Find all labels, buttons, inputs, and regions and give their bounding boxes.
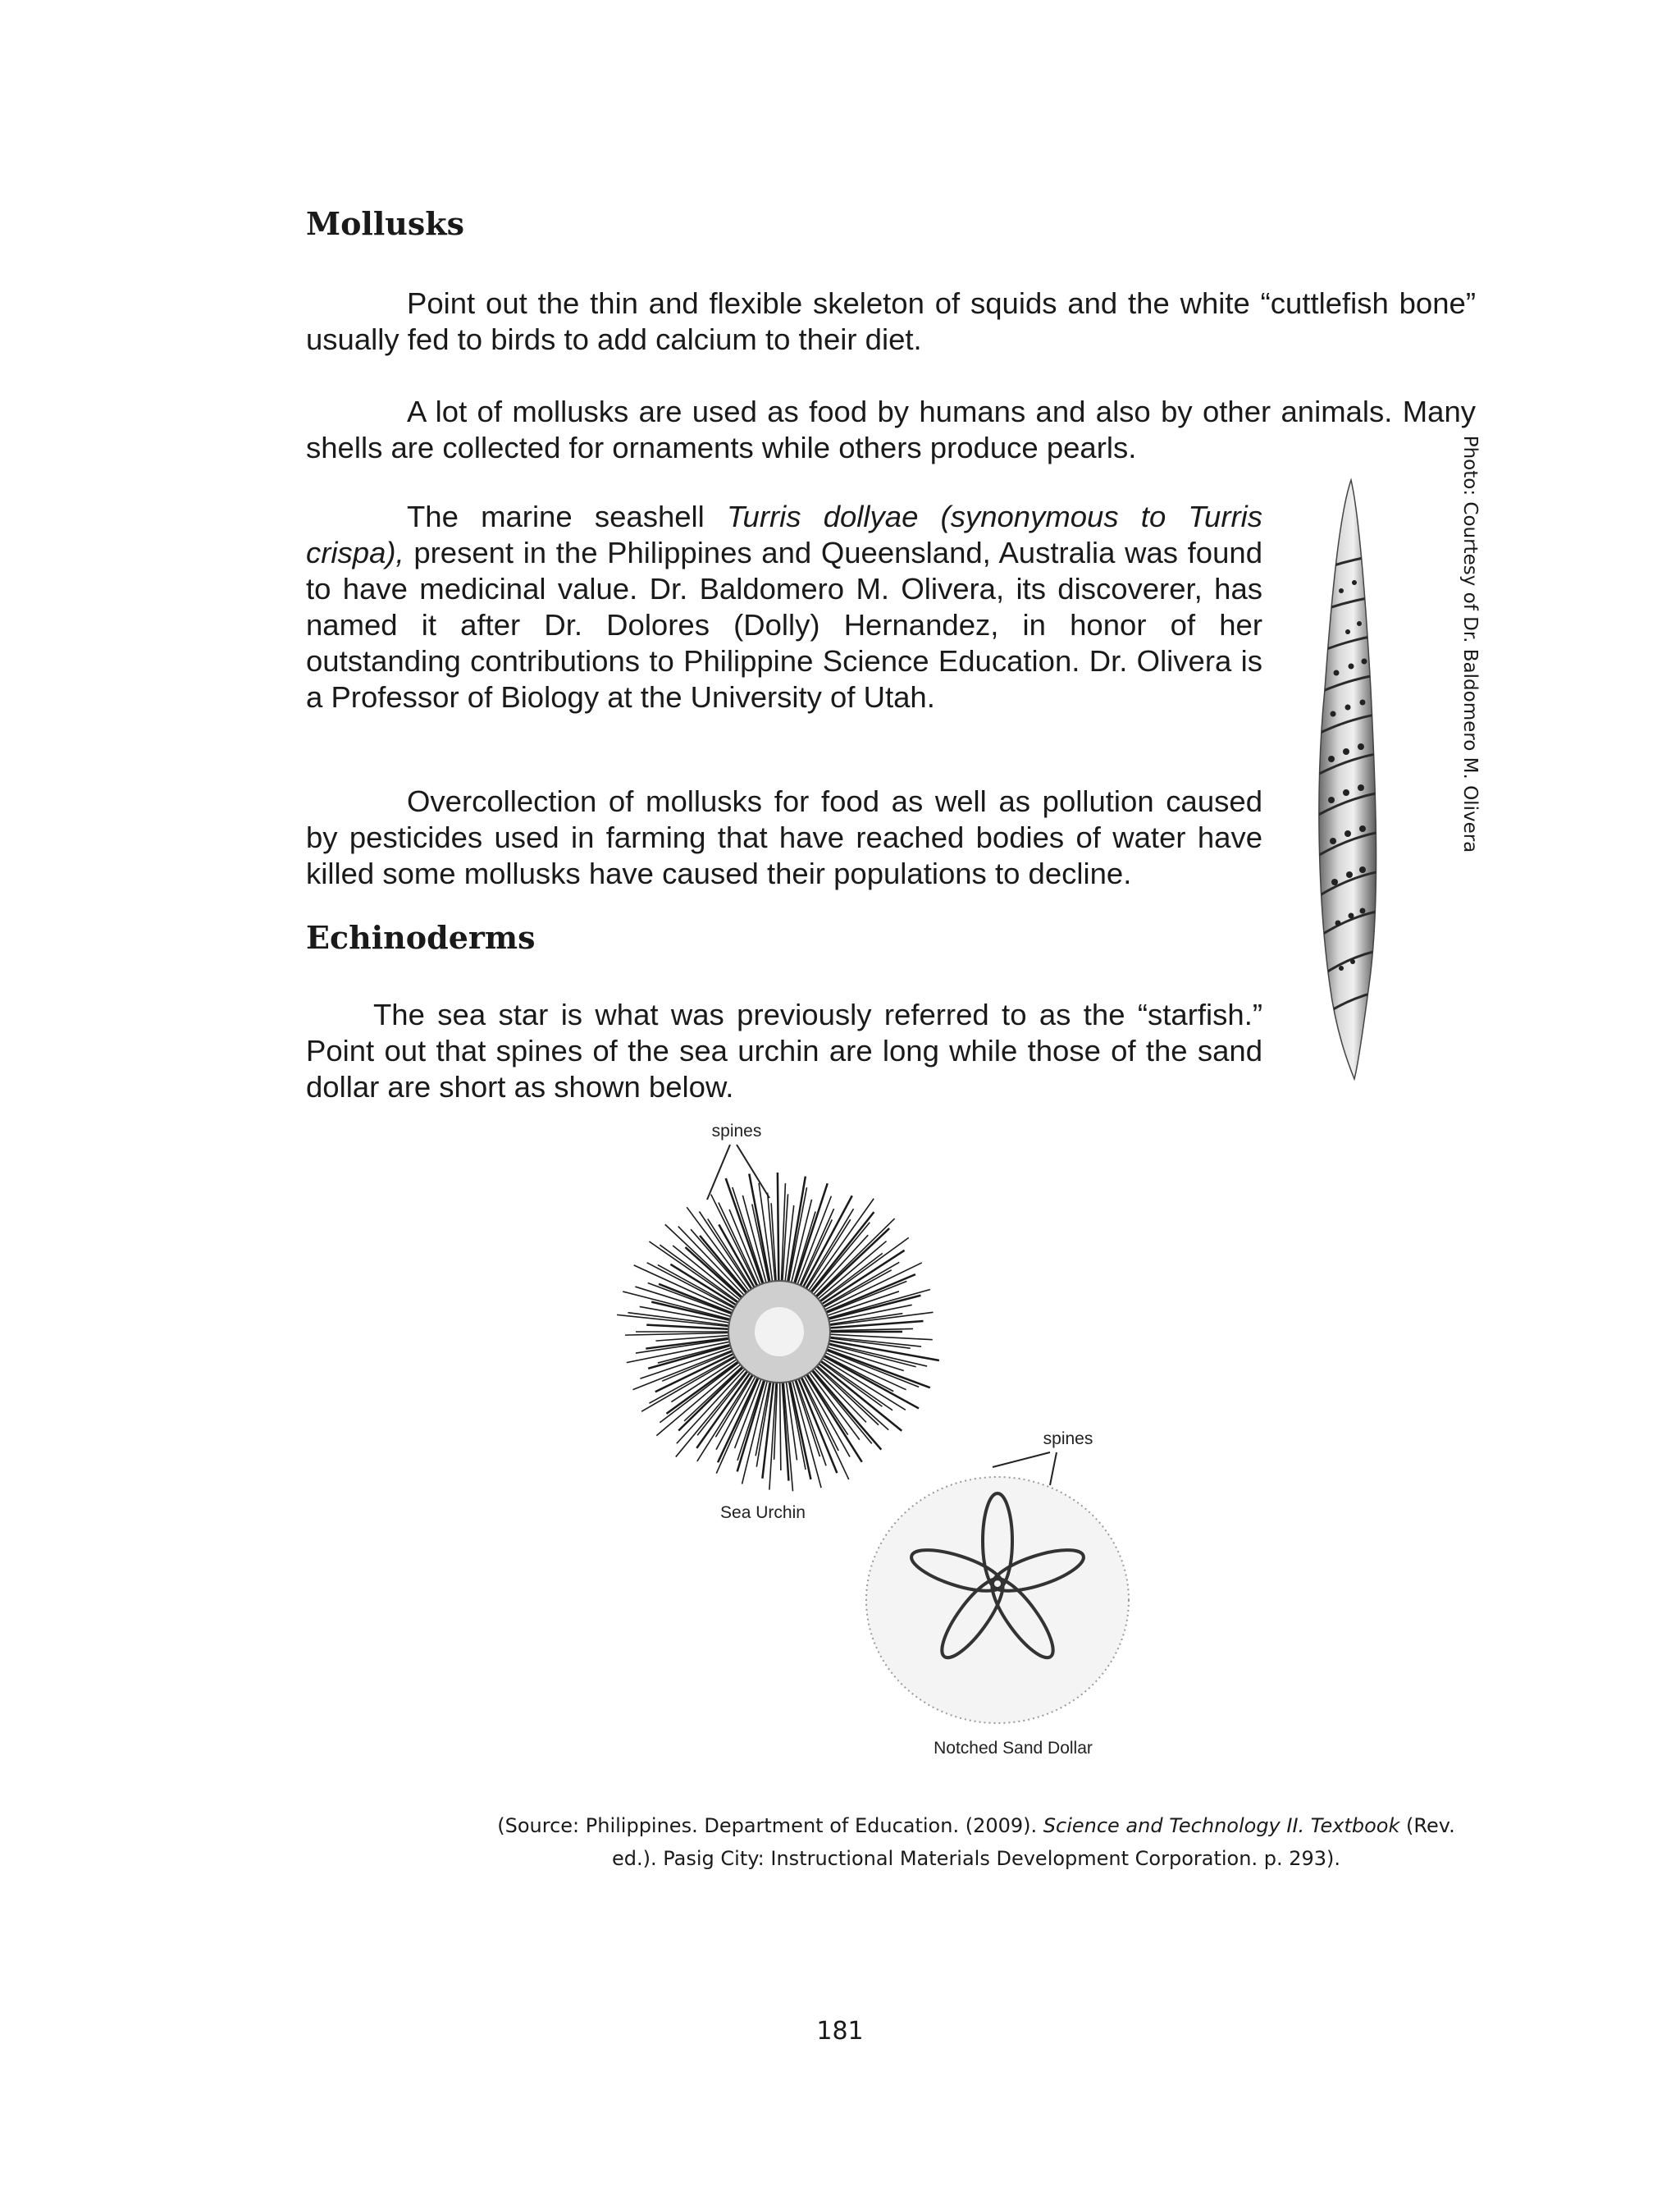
source-after: (Rev. ed.). Pasig City: Instructional Materials Development Corporation. p. 293). xyxy=(612,1814,1455,1870)
paragraph-mollusks-1: Point out the thin and flexible skeleton of squids and the white “cuttlefish bone” usually fed to birds to add calcium to their diet. xyxy=(306,286,1476,356)
paragraph-echinoderms: The sea star is what was previously referred to as the “starfish.” Point out that spines of the sea urchin are long while those of the sand dollar are short as shown below. xyxy=(306,998,1262,1104)
photo-credit: Photo: Courtesy of Dr. Baldomero M. Olivera xyxy=(1459,435,1481,853)
paragraph-turris-before: The marine seashell xyxy=(407,500,727,533)
heading-echinoderms: Echinoderms xyxy=(306,919,536,956)
source-before: (Source: Philippines. Department of Education. (2009). xyxy=(497,1814,1043,1837)
source-citation xyxy=(492,1809,1460,1875)
paragraph-overcollection: Overcollection of mollusks for food as well as pollution caused by pesticides used in farming that have reached bodies of water have killed some mollusks have caused their populations to decline. xyxy=(306,784,1262,890)
turris-shell-illustration xyxy=(1300,476,1399,1083)
sea-urchin-drawing xyxy=(617,1173,939,1491)
paragraph-mollusks-2: A lot of mollusks are used as food by humans and also by other animals. Many shells are collected for ornaments while others produce pearls. xyxy=(306,395,1476,464)
sand-dollar-label: Notched Sand Dollar xyxy=(934,1739,1093,1758)
dollar-spines-label: spines xyxy=(1043,1429,1093,1448)
urchin-spine xyxy=(792,1365,837,1473)
source-title: Science and Technology II. Textbook xyxy=(1043,1814,1400,1837)
urchin-spines-label: spines xyxy=(711,1122,762,1141)
dollar-spines-pointer-right xyxy=(1050,1452,1057,1485)
sand-dollar-drawing xyxy=(866,1477,1129,1723)
urchin-spine xyxy=(807,1360,866,1422)
species-name: Turris dollyae (synonymous to Turris crispa), xyxy=(306,500,1262,569)
urchin-spines-pointer-left xyxy=(707,1145,730,1200)
page-number: 181 xyxy=(816,2017,864,2046)
urchin-spine xyxy=(625,1333,739,1335)
sea-urchin-label: Sea Urchin xyxy=(720,1503,806,1522)
echinoderm-figure xyxy=(607,1116,1165,1764)
dollar-spines-pointer-left xyxy=(993,1452,1050,1467)
paragraph-turris xyxy=(306,499,1262,716)
urchin-spine xyxy=(819,1328,913,1330)
paragraph-turris-after: present in the Philippines and Queensland, Australia was found to have medicinal value. Dr. Baldomero M. Olivera, its discoverer, has named it after Dr. Dolores (Dolly) Hernandez, in honor of her outstanding contributions to Philippine Science Education. Dr. Olivera is a Professor of Biology at the University of Utah. xyxy=(306,536,1262,714)
heading-mollusks: Mollusks xyxy=(306,205,465,242)
